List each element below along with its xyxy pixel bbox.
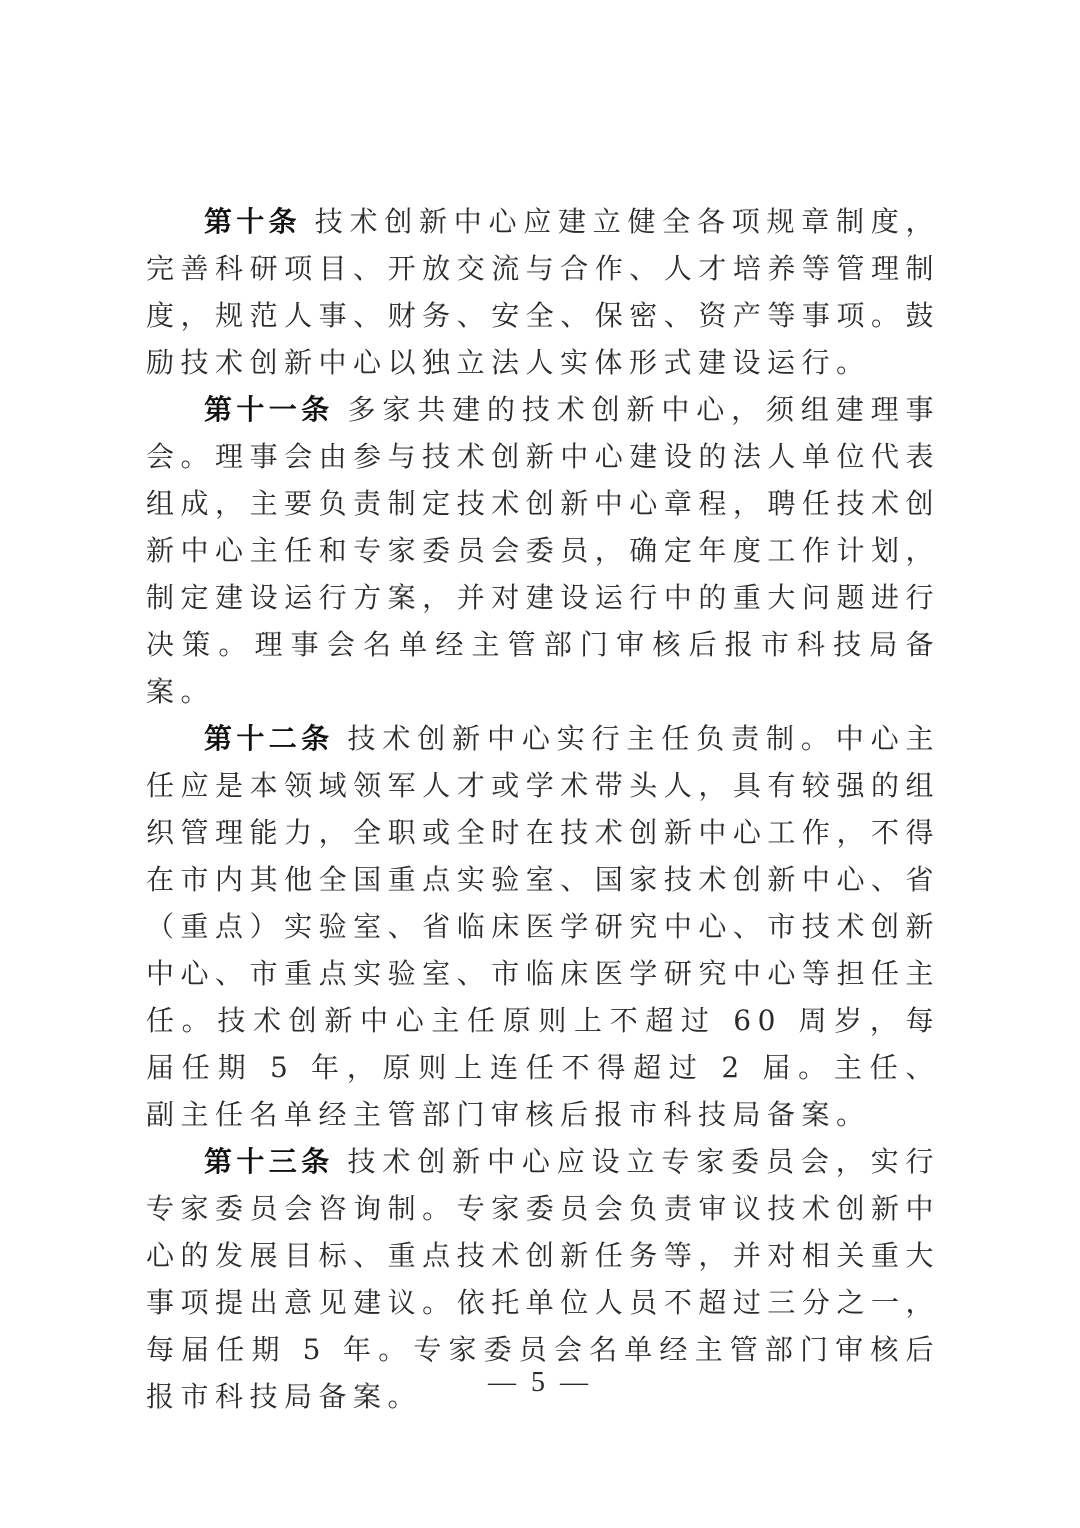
article-10-label: 第十条	[204, 205, 301, 238]
article-12-label: 第十二条	[204, 722, 334, 755]
article-11-text: 多家共建的技术创新中心，须组建理事会。理事会由参与技术创新中心建设的法人单位代表组成，主要负责制定技术创新中心章程，聘任技术创新中心主任和专家委员会委员，确定年度工作计划，制定建设运行方案，并对建设运行中的重大问题进行决策。理事会名单经主管部门审核后报市科技局备案。	[146, 393, 940, 708]
article-11	[146, 386, 940, 715]
article-10-text: 技术创新中心应建立健全各项规章制度，完善科研项目、开放交流与合作、人才培养等管理制度，规范人事、财务、安全、保密、资产等事项。鼓励技术创新中心以独立法人实体形式建设运行。	[146, 205, 940, 379]
article-13-label: 第十三条	[204, 1145, 334, 1178]
article-13-text: 技术创新中心应设立专家委员会，实行专家委员会咨询制。专家委员会负责审议技术创新中心的发展目标、重点技术创新任务等，并对相关重大事项提出意见建议。依托单位人员不超过三分之一，每届任期 5 年。专家委员会名单经主管部门审核后报市科技局备案。	[146, 1145, 940, 1413]
article-12-text: 技术创新中心实行主任负责制。中心主任应是本领域领军人才或学术带头人，具有较强的组织管理能力，全职或全时在技术创新中心工作，不得在市内其他全国重点实验室、国家技术创新中心、省（重点）实验室、省临床医学研究中心、市技术创新中心、市重点实验室、市临床医学研究中心等担任主任。技术创新中心主任原则上不超过 60 周岁，每届任期 5 年，原则上连任不得超过 2 届。主任、副主任名单经主管部门审核后报市科技局备案。	[146, 722, 940, 1131]
page-number: — 5 —	[488, 1367, 592, 1398]
article-10	[146, 198, 940, 386]
article-11-label: 第十一条	[204, 393, 334, 426]
document-body	[146, 198, 940, 1420]
article-12	[146, 715, 940, 1138]
